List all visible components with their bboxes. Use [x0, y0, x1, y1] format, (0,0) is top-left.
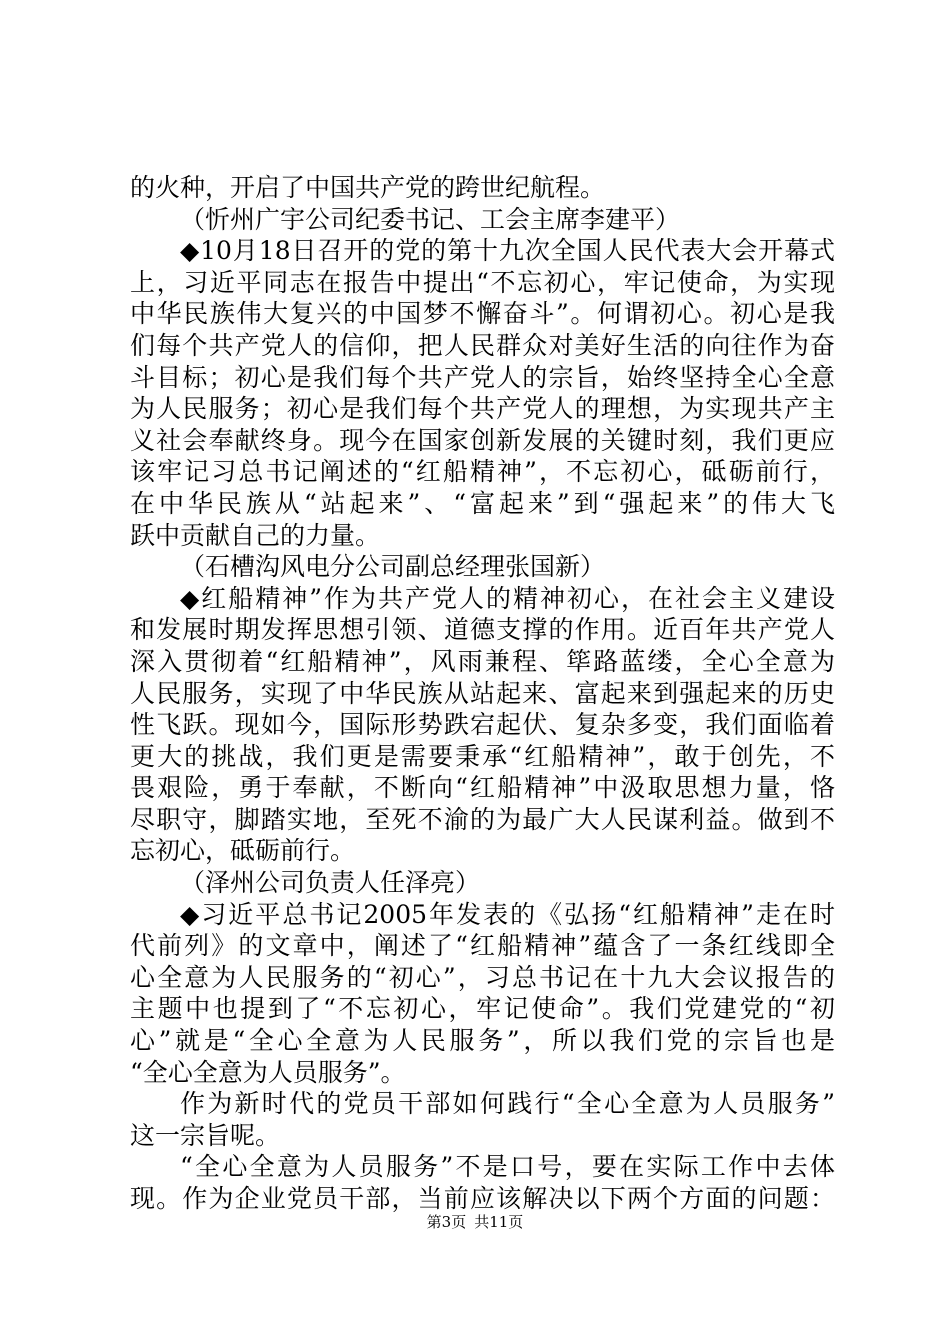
text-line: “全心全意为人员服务”不是口号，要在实际工作中去体	[180, 1152, 835, 1182]
text-line: 跃中贡献自己的力量。	[130, 520, 381, 550]
text-line: 们每个共产党人的信仰，把人民群众对美好生活的向往作为奋	[130, 330, 835, 360]
page-number: 第3页	[426, 1213, 467, 1231]
text-line: 心”就是“全心全意为人民服务”，所以我们党的宗旨也是	[130, 1026, 835, 1056]
text-line: 该牢记习总书记阐述的“红船精神”，不忘初心，砥砺前行，	[130, 457, 835, 487]
text-line: 上，习近平同志在报告中提出“不忘初心，牢记使命，为实现	[130, 267, 835, 297]
text-line: 主题中也提到了“不忘初心，牢记使命”。我们党建党的“初	[130, 994, 835, 1024]
text-line: 这一宗旨呢。	[130, 1120, 281, 1150]
text-line: 畏艰险，勇于奉献，不断向“红船精神”中汲取思想力量，恪	[130, 773, 835, 803]
text-line: 作为新时代的党员干部如何践行“全心全意为人员服务”	[180, 1089, 835, 1119]
text-line: 义社会奉献终身。现今在国家创新发展的关键时刻，我们更应	[130, 425, 835, 455]
page-total: 共11页	[474, 1213, 524, 1231]
text-line: 更大的挑战，我们更是需要秉承“红船精神”，敢于创先，不	[130, 741, 835, 771]
text-line: 斗目标；初心是我们每个共产党人的宗旨，始终坚持全心全意	[130, 362, 835, 392]
text-line: 现。作为企业党员干部，当前应该解决以下两个方面的问题：	[130, 1184, 835, 1213]
text-line: 尽职守，脚踏实地，至死不渝的为最广大人民谋利益。做到不	[130, 804, 835, 834]
text-line: （泽州公司负责人任泽亮）	[180, 868, 481, 898]
text-line: （石槽沟风电分公司副总经理张国新）	[180, 552, 606, 582]
text-line: 忘初心，砥砺前行。	[130, 836, 356, 866]
text-line: 性飞跃。现如今，国际形势跌宕起伏、复杂多变，我们面临着	[130, 710, 835, 740]
page-footer	[0, 1212, 950, 1232]
text-line: 深入贯彻着“红船精神”，风雨兼程、筚路蓝缕，全心全意为	[130, 646, 835, 676]
text-line: 人民服务，实现了中华民族从站起来、富起来到强起来的历史	[130, 678, 835, 708]
text-line: 代前列》的文章中，阐述了“红船精神”蕴含了一条红线即全	[130, 931, 835, 961]
text-line: “全心全意为人员服务”。	[130, 1057, 406, 1087]
text-line: 和发展时期发挥思想引领、道德支撑的作用。近百年共产党人	[130, 615, 835, 645]
text-line: 中华民族伟大复兴的中国梦不懈奋斗”。何谓初心。初心是我	[130, 299, 835, 329]
text-line: 心全意为人民服务的“初心”，习总书记在十九大会议报告的	[130, 962, 835, 992]
text-line: 的火种，开启了中国共产党的跨世纪航程。	[130, 173, 606, 202]
text-line: 在中华民族从“站起来”、“富起来”到“强起来”的伟大飞	[130, 488, 835, 518]
text-line: ◆10月18日召开的党的第十九次全国人民代表大会开幕式	[180, 236, 835, 266]
text-line: （忻州广宇公司纪委书记、工会主席李建平）	[180, 204, 681, 234]
text-line: 为人民服务；初心是我们每个共产党人的理想，为实现共产主	[130, 394, 835, 424]
text-line: ◆习近平总书记2005年发表的《弘扬“红船精神”走在时	[180, 899, 835, 929]
text-line: ◆红船精神”作为共产党人的精神初心，在社会主义建设	[180, 583, 835, 613]
document-body	[130, 172, 835, 1215]
